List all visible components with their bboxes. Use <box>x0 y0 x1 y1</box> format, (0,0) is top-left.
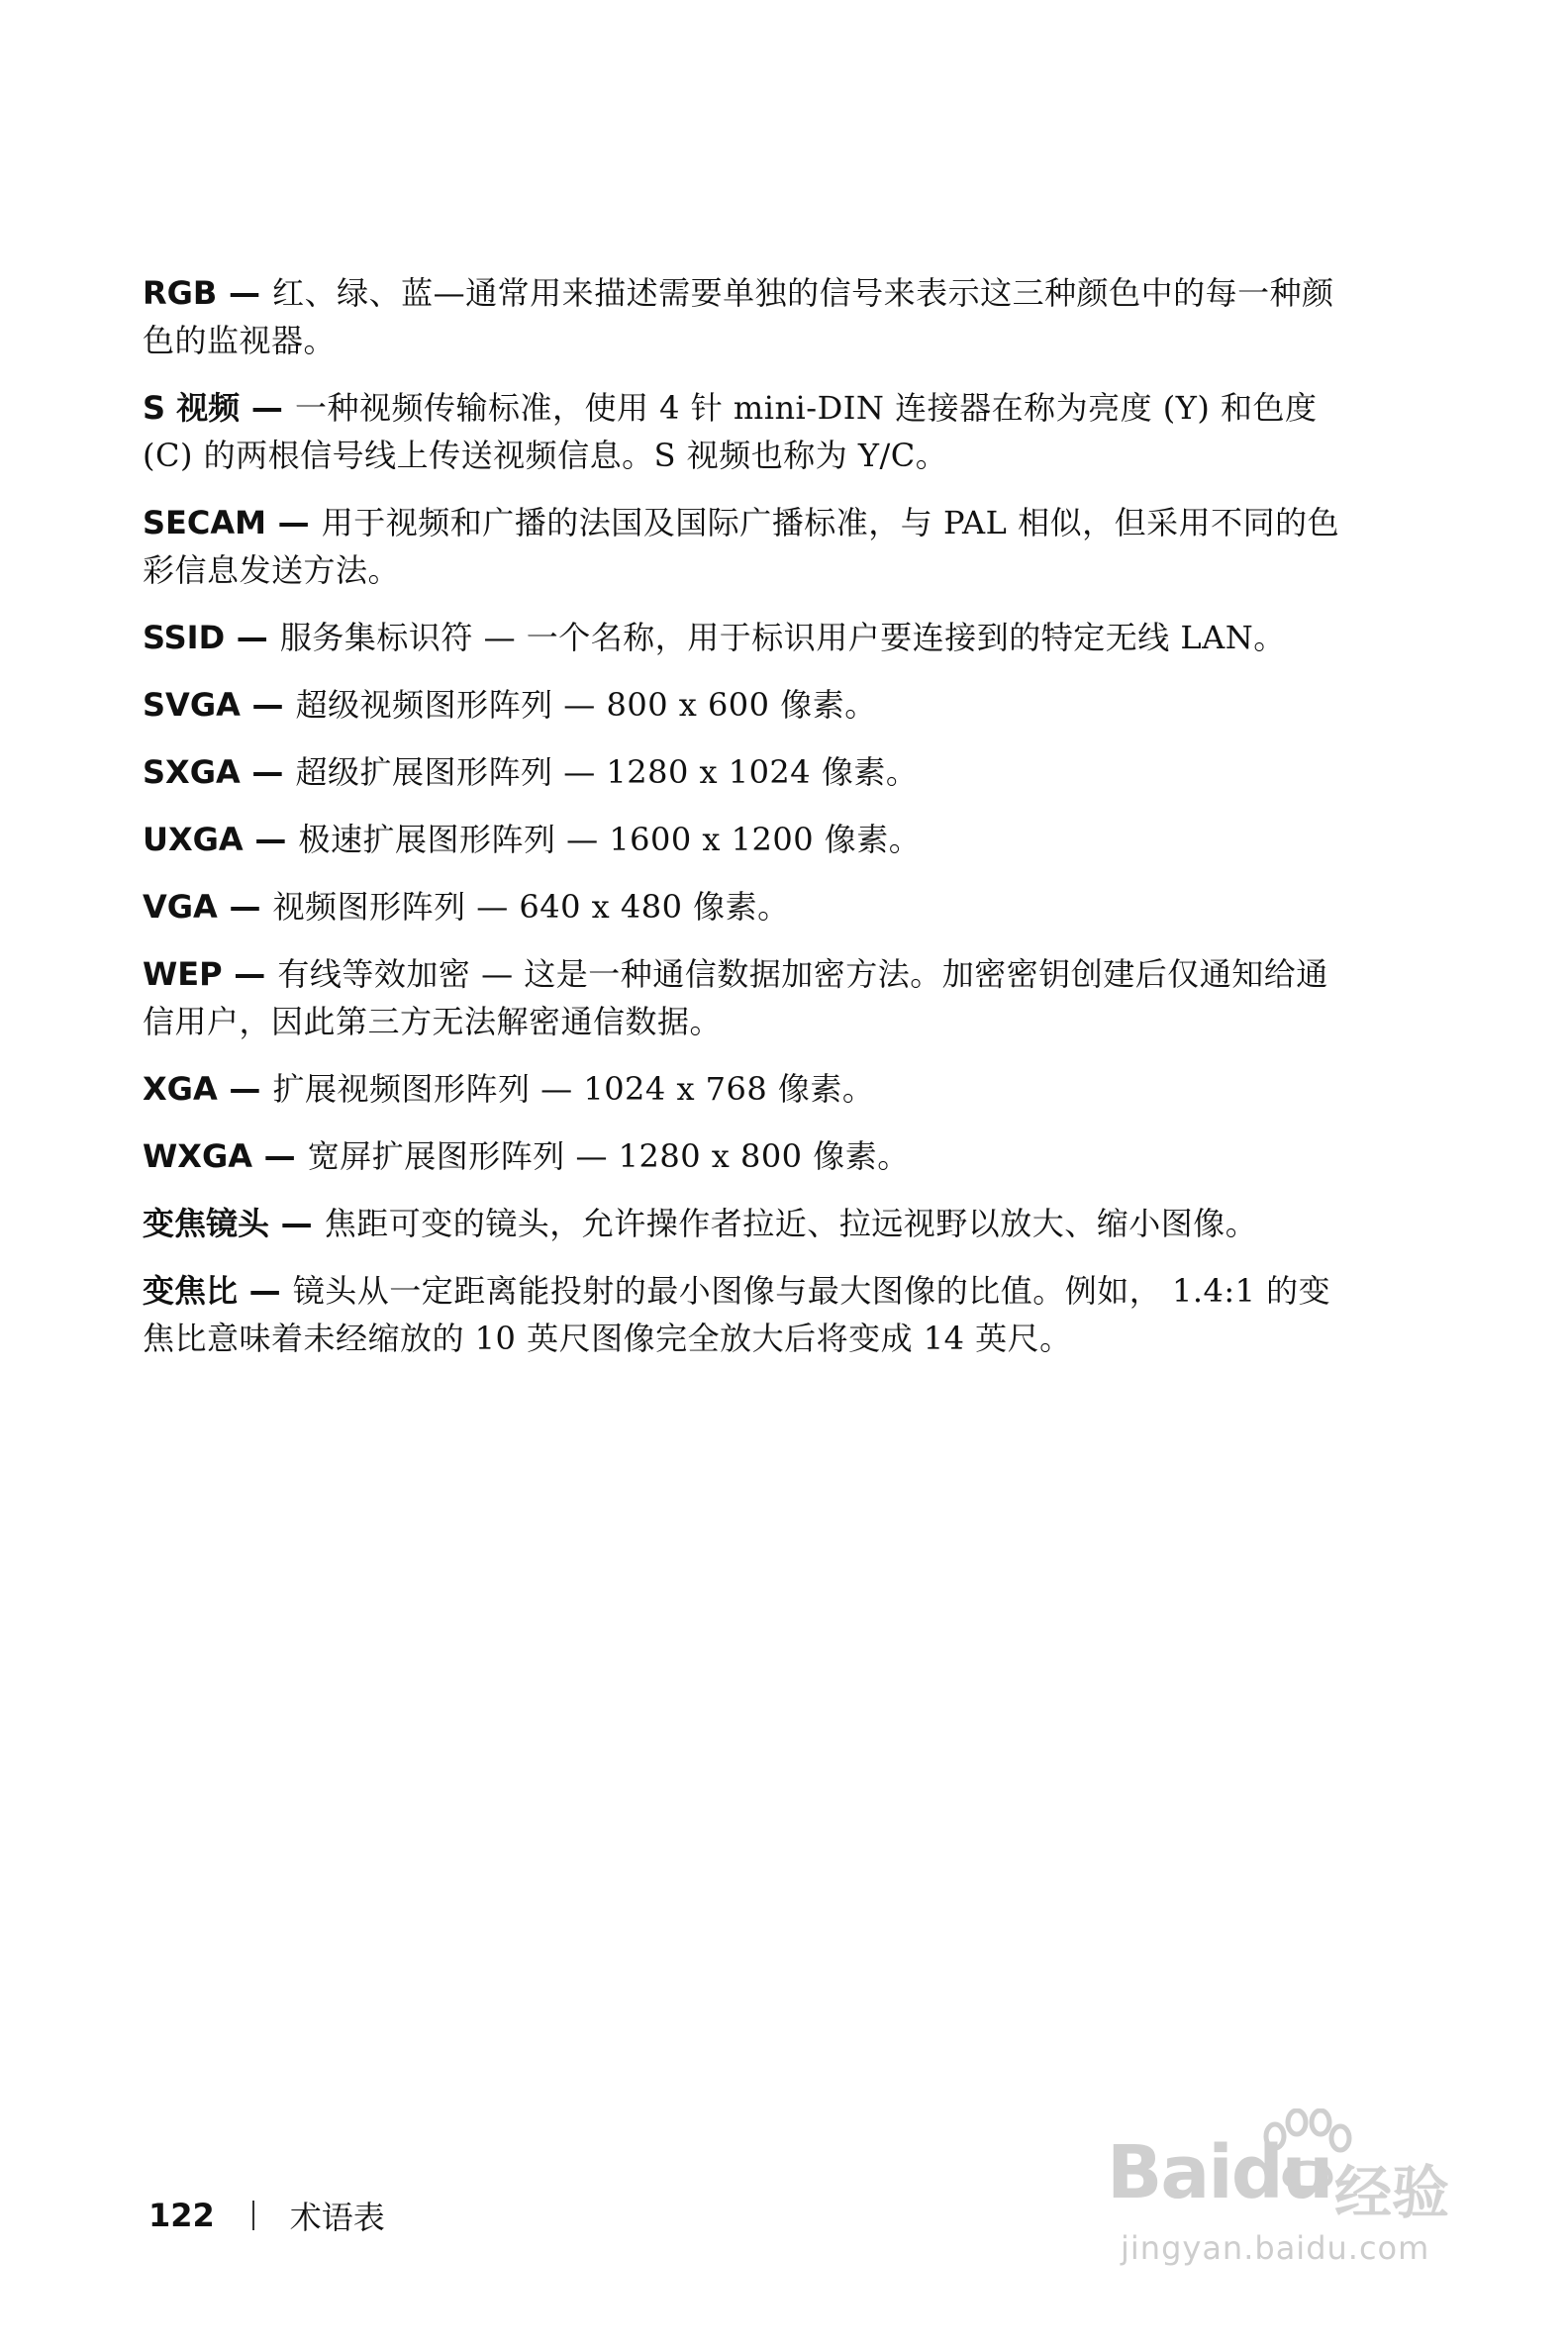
term-separator: — <box>217 888 273 926</box>
glossary-term: SVGA <box>143 686 241 724</box>
glossary-term: 变焦镜头 <box>143 1205 270 1242</box>
glossary-term: S 视频 <box>143 389 241 427</box>
term-separator: — <box>269 1205 325 1242</box>
glossary-entry-secam <box>143 499 1346 594</box>
glossary-definition: 极速扩展图形阵列 — 1600 x 1200 像素。 <box>298 821 922 858</box>
glossary-entry-sxga <box>143 748 1346 796</box>
term-separator: — <box>240 753 296 791</box>
glossary-definition: 超级扩展图形阵列 — 1280 x 1024 像素。 <box>295 753 919 791</box>
term-separator: — <box>252 1137 308 1175</box>
glossary-term: UXGA <box>143 821 244 858</box>
glossary-term: VGA <box>143 888 218 926</box>
term-separator: — <box>238 1272 293 1310</box>
watermark-cn-text: 经验 <box>1334 2159 1450 2226</box>
glossary-definition: 宽屏扩展图形阵列 — 1280 x 800 像素。 <box>307 1137 910 1175</box>
page-number: 122 <box>148 2197 215 2234</box>
glossary-term: XGA <box>143 1070 218 1108</box>
watermark-url: jingyan.baidu.com <box>1121 2229 1430 2267</box>
term-separator: — <box>217 1070 273 1108</box>
term-separator: — <box>222 955 278 993</box>
term-separator: — <box>266 504 322 541</box>
glossary-definition: 一种视频传输标准，使用 4 针 mini-DIN 连接器在称为亮度 (Y) 和色度 (C) 的两根信号线上传送视频信息。S 视频也称为 Y/C。 <box>143 389 1318 474</box>
glossary-content <box>143 269 1346 1382</box>
term-separator: — <box>240 389 295 427</box>
glossary-entry-xga <box>143 1065 1346 1113</box>
glossary-definition: 镜头从一定距离能投射的最小图像与最大图像的比值。例如， 1.4:1 的变焦比意味着未经缩放的 10 英尺图像完全放大后将变成 14 英尺。 <box>143 1272 1331 1357</box>
baidu-jingyan-watermark <box>1099 2108 1485 2297</box>
watermark-logo-text: Baidu <box>1107 2130 1332 2215</box>
glossary-definition: 视频图形阵列 — 640 x 480 像素。 <box>272 888 790 926</box>
glossary-definition: 有线等效加密 — 这是一种通信数据加密方法。加密密钥创建后仅通知给通信用户，因此第三方无法解密通信数据。 <box>143 955 1328 1040</box>
glossary-entry-wep <box>143 950 1346 1045</box>
glossary-entry-svga <box>143 681 1346 729</box>
glossary-definition: 服务集标识符 — 一个名称，用于标识用户要连接到的特定无线 LAN。 <box>279 619 1286 656</box>
term-separator: — <box>240 686 296 724</box>
section-title: 术语表 <box>289 2199 385 2236</box>
glossary-definition: 红、绿、蓝—通常用来描述需要单独的信号来表示这三种颜色中的每一种颜色的监视器。 <box>143 274 1334 359</box>
glossary-entry-zoom-lens <box>143 1200 1346 1247</box>
glossary-definition: 扩展视频图形阵列 — 1024 x 768 像素。 <box>272 1070 875 1108</box>
glossary-term: WXGA <box>143 1137 252 1175</box>
glossary-term: WEP <box>143 955 223 993</box>
glossary-term: SECAM <box>143 504 266 541</box>
glossary-entry-wxga <box>143 1132 1346 1180</box>
glossary-entry-ssid <box>143 614 1346 661</box>
glossary-definition: 超级视频图形阵列 — 800 x 600 像素。 <box>295 686 877 724</box>
glossary-term: SSID <box>143 619 226 656</box>
term-separator: — <box>243 821 299 858</box>
glossary-entry-uxga <box>143 816 1346 863</box>
glossary-entry-zoom-ratio <box>143 1267 1346 1362</box>
glossary-definition: 焦距可变的镜头，允许操作者拉近、拉远视野以放大、缩小图像。 <box>324 1205 1258 1242</box>
footer-divider <box>252 2201 254 2230</box>
glossary-definition: 用于视频和广播的法国及国际广播标准，与 PAL 相似，但采用不同的色彩信息发送方法。 <box>143 504 1340 589</box>
glossary-entry-rgb <box>143 269 1346 364</box>
page-footer <box>148 2193 385 2238</box>
glossary-term: 变焦比 <box>143 1272 239 1310</box>
term-separator: — <box>225 619 280 656</box>
glossary-term: RGB <box>143 274 218 312</box>
term-separator: — <box>217 274 273 312</box>
glossary-term: SXGA <box>143 753 241 791</box>
glossary-entry-vga <box>143 883 1346 931</box>
glossary-entry-s-video <box>143 384 1346 479</box>
